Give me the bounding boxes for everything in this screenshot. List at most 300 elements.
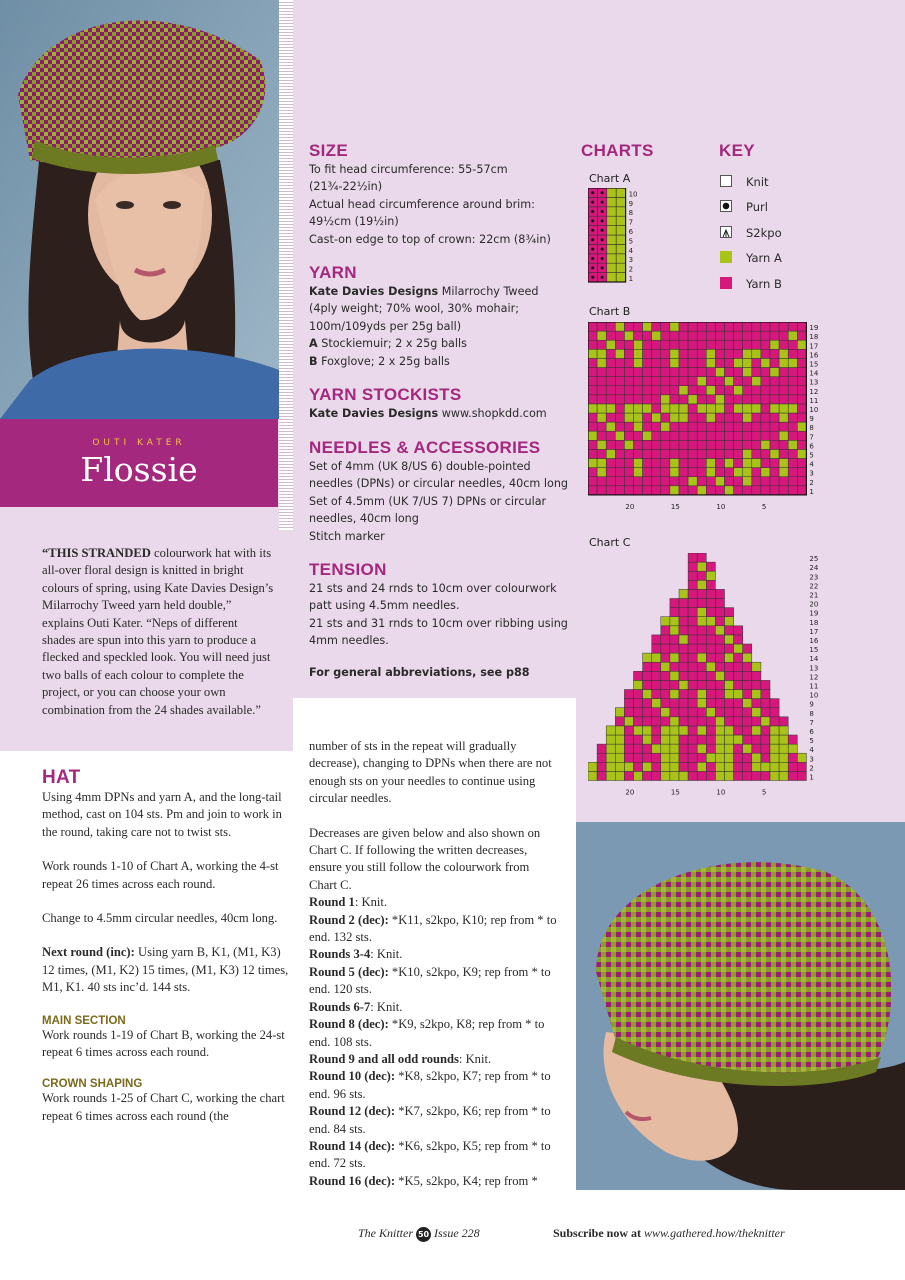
- chart-b-cell: [634, 349, 643, 358]
- chart-b-cell: [743, 322, 752, 331]
- chart-c-cell: [770, 699, 779, 708]
- chart-c-cell: [752, 726, 761, 735]
- chart-b-cell: [652, 386, 661, 395]
- chart-b-cell: [725, 477, 734, 486]
- chart-a-purl-dot: [601, 266, 604, 269]
- chart-a-purl-dot: [601, 191, 604, 194]
- chart-c-row-label: 25: [809, 555, 819, 564]
- chart-c-cell: [715, 671, 724, 680]
- chart-c-cell: [661, 680, 670, 689]
- chart-c-cell: [597, 744, 606, 753]
- chart-b-cell: [725, 340, 734, 349]
- chart-c-cell: [743, 690, 752, 699]
- chart-c-row-label: 6: [809, 728, 814, 736]
- chart-b-cell: [734, 459, 743, 468]
- chart-b-cell: [597, 349, 606, 358]
- chart-c-cell: [697, 626, 706, 635]
- chart-c-cell: [725, 680, 734, 689]
- chart-c-cell: [652, 680, 661, 689]
- chart-b-cell: [624, 413, 633, 422]
- chart-c-cell: [706, 699, 715, 708]
- chart-c-cell: [697, 726, 706, 735]
- chart-b-cell: [715, 486, 724, 495]
- chart-a-cell: [616, 188, 625, 197]
- decrease-round-item: [309, 1103, 559, 1138]
- chart-c-cell: [706, 644, 715, 653]
- chart-b-col-label: 5: [761, 502, 767, 511]
- chart-c-cell: [706, 635, 715, 644]
- chart-c-cell: [670, 762, 679, 771]
- chart-b-row-label: 9: [809, 415, 814, 424]
- chart-b-cell: [715, 468, 724, 477]
- chart-c-cell: [779, 762, 788, 771]
- chart-b-cell: [661, 368, 670, 377]
- chart-c-cell: [725, 644, 734, 653]
- chart-c-cell: [670, 717, 679, 726]
- chart-a-row-label: 6: [628, 228, 634, 236]
- chart-c-cell: [670, 644, 679, 653]
- round-instruction: : Knit.: [354, 895, 388, 910]
- chart-c-cell: [679, 589, 688, 598]
- chart-b-row-label: 14: [809, 369, 819, 378]
- chart-b-cell: [606, 322, 615, 331]
- yarn-weight: (4ply weight; 70% wool, 30% mohair;: [309, 302, 519, 316]
- chart-b-cell: [688, 468, 697, 477]
- chart-c-cell: [679, 753, 688, 762]
- chart-b-cell: [734, 322, 743, 331]
- chart-b-cell: [588, 331, 597, 340]
- chart-b-cell: [624, 431, 633, 440]
- round-label: Round 5 (dec):: [309, 964, 389, 979]
- chart-c-cell: [770, 726, 779, 735]
- chart-c-cell: [688, 717, 697, 726]
- chart-c-cell: [743, 653, 752, 662]
- chart-b-cell: [624, 349, 633, 358]
- chart-c-cell: [688, 589, 697, 598]
- chart-c-cell: [661, 644, 670, 653]
- chart-b-cell: [752, 368, 761, 377]
- chart-c-cell: [734, 753, 743, 762]
- chart-b-cell: [779, 440, 788, 449]
- chart-c-cell: [734, 771, 743, 780]
- chart-b-cell: [761, 349, 770, 358]
- chart-b-cell: [679, 449, 688, 458]
- chart-b-cell: [652, 368, 661, 377]
- hat-section: [42, 767, 292, 1125]
- chart-b-cell: [606, 358, 615, 367]
- chart-c-cell: [770, 744, 779, 753]
- chart-b-cell: [779, 431, 788, 440]
- chart-b-cell: [761, 395, 770, 404]
- chart-a-purl-dot: [601, 238, 604, 241]
- chart-b-cell: [797, 440, 806, 449]
- chart-b-cell: [706, 404, 715, 413]
- chart-b-cell: [597, 395, 606, 404]
- yarn-length: 100m/109yds per 25g ball): [309, 319, 462, 333]
- chart-b-cell: [606, 431, 615, 440]
- chart-c-cell: [734, 717, 743, 726]
- chart-c-cell: [715, 690, 724, 699]
- chart-b-cell: [652, 413, 661, 422]
- chart-b-row-label: 5: [809, 451, 814, 460]
- chart-c-cell: [715, 680, 724, 689]
- chart-c-cell: [706, 771, 715, 780]
- chart-b-cell: [752, 395, 761, 404]
- chart-a-row-label: 3: [628, 256, 634, 265]
- chart-c-row-label: 17: [809, 627, 819, 636]
- chart-b-cell: [725, 404, 734, 413]
- chart-c-cell: [788, 735, 797, 744]
- chart-c-cell: [734, 708, 743, 717]
- chart-b-cell: [697, 486, 706, 495]
- chart-c-cell: [624, 744, 633, 753]
- chart-c-cell: [606, 735, 615, 744]
- chart-b-cell: [706, 358, 715, 367]
- chart-b-cell: [597, 431, 606, 440]
- stockist-url: www.shopkdd.com: [438, 407, 547, 420]
- chart-b-cell: [734, 395, 743, 404]
- chart-c-cell: [624, 717, 633, 726]
- chart-b-cell: [797, 431, 806, 440]
- chart-b-cell: [679, 422, 688, 431]
- chart-b-cell: [715, 431, 724, 440]
- chart-b-cell: [643, 331, 652, 340]
- chart-b-cell: [761, 431, 770, 440]
- chart-c-cell: [688, 708, 697, 717]
- chart-b-cell: [725, 422, 734, 431]
- chart-b-cell: [606, 395, 615, 404]
- chart-c-cell: [643, 653, 652, 662]
- chart-c-cell: [715, 744, 724, 753]
- chart-b-cell: [624, 377, 633, 386]
- chart-a-purl-dot: [591, 238, 594, 241]
- chart-b-cell: [779, 422, 788, 431]
- charts-heading: CHARTS: [581, 141, 654, 160]
- chart-c-cell: [706, 690, 715, 699]
- footer-right: [553, 1226, 785, 1241]
- chart-b-cell: [615, 459, 624, 468]
- chart-b-cell: [588, 459, 597, 468]
- chart-c-cell: [652, 671, 661, 680]
- chart-c-cell: [624, 708, 633, 717]
- chart-b-cell: [697, 459, 706, 468]
- chart-c-cell: [679, 653, 688, 662]
- chart-a-cell: [607, 226, 616, 235]
- chart-a-cell: [607, 216, 616, 225]
- chart-b-cell: [606, 449, 615, 458]
- chart-b-cell: [788, 431, 797, 440]
- chart-c-cell: [743, 762, 752, 771]
- chart-c-cell: [779, 771, 788, 780]
- chart-c-cell: [688, 571, 697, 580]
- chart-b-cell: [634, 440, 643, 449]
- chart-b-cell: [706, 486, 715, 495]
- chart-a-cell: [616, 216, 625, 225]
- chart-b-cell: [697, 477, 706, 486]
- chart-c-cell: [752, 662, 761, 671]
- chart-b-cell: [752, 449, 761, 458]
- chart-c-cell: [688, 608, 697, 617]
- chart-b-cell: [743, 368, 752, 377]
- chart-b-cell: [697, 377, 706, 386]
- chart-b-col-label: 10: [716, 502, 726, 511]
- chart-c-cell: [652, 635, 661, 644]
- chart-c-cell: [697, 635, 706, 644]
- chart-c-cell: [697, 690, 706, 699]
- chart-c-cell: [670, 626, 679, 635]
- chart-b-cell: [597, 358, 606, 367]
- chart-c-cell: [615, 762, 624, 771]
- chart-b-cell: [606, 404, 615, 413]
- chart-c-cell: [752, 708, 761, 717]
- chart-c-cell: [643, 735, 652, 744]
- chart-c-cell: [661, 762, 670, 771]
- chart-c-cell: [670, 690, 679, 699]
- chart-b-cell: [661, 449, 670, 458]
- chart-c-cell: [679, 617, 688, 626]
- chart-a-cell: [607, 244, 616, 253]
- chart-b-cell: [752, 358, 761, 367]
- chart-c-cell: [679, 635, 688, 644]
- chart-b-cell: [679, 468, 688, 477]
- chart-c-cell: [679, 744, 688, 753]
- chart-b-cell: [761, 386, 770, 395]
- chart-b-cell: [670, 331, 679, 340]
- chart-b-cell: [588, 340, 597, 349]
- chart-c-cell: [634, 762, 643, 771]
- chart-b-cell: [761, 331, 770, 340]
- chart-b-cell: [761, 404, 770, 413]
- chart-b-cell: [634, 340, 643, 349]
- chart-c-cell: [734, 690, 743, 699]
- chart-b-cell: [624, 395, 633, 404]
- yarn-b-swatch: [720, 277, 732, 289]
- chart-c-cell: [661, 699, 670, 708]
- chart-b-cell: [797, 477, 806, 486]
- chart-c-cell: [752, 753, 761, 762]
- yarn-section: [309, 263, 569, 370]
- chart-c-cell: [634, 717, 643, 726]
- chart-c-cell: [706, 708, 715, 717]
- chart-c-cell: [588, 771, 597, 780]
- chart-b-cell: [661, 395, 670, 404]
- chart-b-cell: [643, 431, 652, 440]
- next-round-text: Using yarn B, K1, (M1, K3) 12 times, (M1, K2) 15 times, (M1, K3) 12 times, M1, K1. 40 sts inc’d. 144 sts.: [42, 945, 289, 995]
- chart-c-cell: [770, 762, 779, 771]
- chart-a-cell: [616, 235, 625, 244]
- chart-c-cell: [725, 690, 734, 699]
- chart-c-cell: [606, 762, 615, 771]
- chart-b-cell: [661, 377, 670, 386]
- chart-b-row-label: 4: [809, 460, 814, 469]
- chart-b-cell: [679, 440, 688, 449]
- chart-c-cell: [697, 744, 706, 753]
- decrease-column: [309, 738, 559, 1190]
- chart-b-cell: [761, 449, 770, 458]
- chart-c-cell: [688, 680, 697, 689]
- chart-b-cell: [688, 377, 697, 386]
- chart-a-row-label: 9: [628, 199, 634, 208]
- chart-c-cell: [779, 726, 788, 735]
- chart-c-cell: [688, 690, 697, 699]
- chart-c-col-label: 20: [625, 788, 635, 797]
- chart-b-cell: [679, 358, 688, 367]
- chart-c-cell: [688, 644, 697, 653]
- chart-c-cell: [697, 562, 706, 571]
- round-label: Round 12 (dec):: [309, 1104, 396, 1119]
- chart-b-cell: [643, 459, 652, 468]
- chart-b-cell: [706, 449, 715, 458]
- key-heading: KEY: [719, 141, 755, 160]
- hat-para-1: Using 4mm DPNs and yarn A, and the long-tail method, cast on 104 sts. Pm and join to work in the round, taking care not to twist sts.: [42, 790, 282, 839]
- chart-c-cell: [697, 580, 706, 589]
- chart-c-cell: [743, 671, 752, 680]
- tension-line-1: 21 sts and 24 rnds to 10cm over colourwork: [309, 582, 557, 595]
- chart-c-cell: [615, 744, 624, 753]
- chart-b-cell: [588, 377, 597, 386]
- chart-c-col-label: 15: [670, 788, 680, 797]
- chart-a-cell: [616, 254, 625, 263]
- chart-c-cell: [643, 671, 652, 680]
- chart-b-cell: [688, 486, 697, 495]
- next-round-label: Next round (inc):: [42, 945, 135, 960]
- chart-b-cell: [697, 386, 706, 395]
- crown-shaping-heading: CROWN SHAPING: [42, 1078, 143, 1091]
- chart-c-row-label: 9: [809, 700, 814, 709]
- chart-c-cell: [761, 744, 770, 753]
- chart-b-cell: [706, 349, 715, 358]
- chart-b-cell: [770, 422, 779, 431]
- chart-b-cell: [752, 340, 761, 349]
- chart-b-cell: [788, 468, 797, 477]
- chart-c-cell: [734, 626, 743, 635]
- chart-c-cell: [706, 589, 715, 598]
- chart-b-cell: [606, 468, 615, 477]
- chart-b-cell: [588, 368, 597, 377]
- chart-b-cell: [770, 431, 779, 440]
- chart-b-cell: [752, 413, 761, 422]
- chart-a-label: Chart A: [589, 172, 631, 185]
- chart-b-cell: [725, 431, 734, 440]
- chart-c-label: Chart C: [589, 536, 631, 549]
- chart-b-cell: [788, 449, 797, 458]
- chart-b-cell: [715, 459, 724, 468]
- chart-a-purl-dot: [591, 276, 594, 279]
- chart-a-row-label: 10: [628, 190, 638, 199]
- chart-b-cell: [752, 404, 761, 413]
- chart-b-cell: [743, 404, 752, 413]
- chart-a-cell: [607, 254, 616, 263]
- chart-b-cell: [661, 322, 670, 331]
- chart-c-cell: [725, 717, 734, 726]
- chart-c-cell: [634, 771, 643, 780]
- chart-b-cell: [725, 413, 734, 422]
- chart-b-cell: [752, 322, 761, 331]
- chart-b-cell: [597, 368, 606, 377]
- chart-c-cell: [661, 690, 670, 699]
- chart-b-cell: [725, 459, 734, 468]
- chart-b-cell: [725, 468, 734, 477]
- subscribe-url: www.gathered.how/theknitter: [644, 1226, 785, 1240]
- chart-b-cell: [624, 331, 633, 340]
- chart-b-cell: [715, 449, 724, 458]
- s2kpo-icon: [720, 226, 732, 238]
- yarn-b-letter: B: [309, 354, 318, 368]
- chart-c-cell: [652, 726, 661, 735]
- chart-c-cell: [661, 617, 670, 626]
- chart-b-cell: [743, 395, 752, 404]
- chart-c-row-label: 15: [809, 646, 819, 655]
- chart-c-cell: [615, 726, 624, 735]
- chart-c-cell: [752, 699, 761, 708]
- chart-c-cell: [706, 571, 715, 580]
- chart-c-row-label: 3: [809, 755, 814, 764]
- chart-c-cell: [761, 708, 770, 717]
- chart-b-cell: [715, 368, 724, 377]
- chart-c-row-label: 20: [809, 600, 819, 609]
- chart-b-cell: [779, 459, 788, 468]
- chart-c-cell: [734, 653, 743, 662]
- chart-b-cell: [606, 459, 615, 468]
- chart-c-cell: [743, 735, 752, 744]
- chart-b-cell: [634, 386, 643, 395]
- model-photo-top: [0, 0, 279, 419]
- chart-c-cell: [643, 762, 652, 771]
- chart-c-cell: [661, 671, 670, 680]
- chart-b-cell: [688, 440, 697, 449]
- chart-c-cell: [734, 744, 743, 753]
- chart-c-cell: [670, 699, 679, 708]
- chart-b-cell: [624, 358, 633, 367]
- chart-b-cell: [715, 322, 724, 331]
- chart-c-cell: [661, 726, 670, 735]
- chart-c-cell: [743, 726, 752, 735]
- chart-c-cell: [706, 680, 715, 689]
- chart-b-cell: [643, 477, 652, 486]
- chart-b-row-label: 18: [809, 333, 819, 342]
- chart-c-cell: [725, 726, 734, 735]
- chart-b-cell: [606, 331, 615, 340]
- decrease-round-item: [309, 1068, 559, 1103]
- beret-model-illustration: [0, 0, 279, 419]
- chart-b-cell: [661, 440, 670, 449]
- chart-c-cell: [697, 708, 706, 717]
- chart-b-cell: [734, 449, 743, 458]
- chart-c-cell: [688, 699, 697, 708]
- chart-a-purl-dot: [601, 248, 604, 251]
- chart-c-cell: [715, 753, 724, 762]
- chart-b-cell: [743, 459, 752, 468]
- chart-b-cell: [734, 331, 743, 340]
- crown-shaping-text: Work rounds 1-25 of Chart C, working the chart repeat 6 times across each round (the: [42, 1091, 285, 1123]
- tension-line-3: 21 sts and 31 rnds to 10cm over ribbing using: [309, 616, 568, 630]
- chart-b-cell: [706, 468, 715, 477]
- chart-b-cell: [679, 368, 688, 377]
- chart-c-cell: [679, 608, 688, 617]
- chart-c-cell: [743, 717, 752, 726]
- chart-b-cell: [643, 395, 652, 404]
- chart-b-cell: [697, 422, 706, 431]
- chart-c-cell: [688, 726, 697, 735]
- chart-b-cell: [797, 368, 806, 377]
- chart-b-cell: [706, 368, 715, 377]
- chart-b-cell: [779, 340, 788, 349]
- chart-b-cell: [634, 395, 643, 404]
- chart-c-cell: [725, 662, 734, 671]
- yarn-a-letter: A: [309, 337, 318, 351]
- chart-c-row-label: 14: [809, 655, 819, 664]
- round-label: Round 9 and all odd rounds: [309, 1051, 459, 1066]
